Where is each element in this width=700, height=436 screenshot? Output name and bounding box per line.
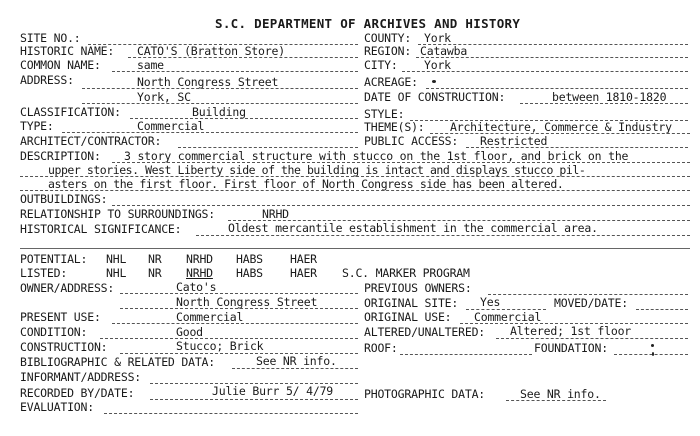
- photographic-value: See NR info.: [520, 387, 601, 401]
- altered-value: Altered; 1st floor: [510, 324, 632, 338]
- outbuildings-line: [112, 205, 690, 206]
- roof-label: ROOF:: [364, 341, 398, 355]
- historic-name-label: HISTORIC NAME:: [20, 44, 115, 58]
- owner-line-2: North Congress Street: [176, 295, 318, 309]
- themes-label: THEME(S):: [364, 120, 425, 134]
- roof-line: [400, 354, 532, 355]
- potential-habs: HABS: [236, 252, 263, 266]
- classification-label: CLASSIFICATION:: [20, 105, 121, 119]
- marker-program-heading: S.C. MARKER PROGRAM: [342, 266, 470, 280]
- common-name-label: COMMON NAME:: [20, 58, 101, 72]
- owner-rule-1: [120, 293, 358, 294]
- style-label: STYLE:: [364, 107, 405, 121]
- access-line: [466, 147, 688, 148]
- original-site-value: Yes: [480, 295, 501, 309]
- original-use-label: ORIGINAL USE:: [364, 310, 452, 324]
- scan-speck: [652, 352, 654, 356]
- photographic-line: [506, 400, 606, 401]
- date-label: DATE OF CONSTRUCTION:: [364, 90, 506, 104]
- type-value: Commercial: [137, 119, 205, 133]
- city-label: CITY:: [364, 58, 398, 72]
- listed-label: LISTED:: [20, 266, 68, 280]
- common-name-line: [112, 71, 358, 72]
- section-divider: [20, 248, 690, 249]
- type-line: [62, 132, 358, 133]
- evaluation-line: [104, 413, 358, 414]
- moved-label: MOVED/DATE:: [554, 296, 628, 310]
- moved-line: [636, 309, 688, 310]
- address-line-1: North Congress Street: [137, 75, 279, 89]
- region-line: [416, 57, 688, 58]
- owner-rule-2: [120, 308, 358, 309]
- form-title: S.C. DEPARTMENT OF ARCHIVES AND HISTORY: [215, 16, 521, 31]
- informant-label: INFORMANT/ADDRESS:: [20, 370, 142, 384]
- description-line-2: upper stories. West Liberty side of the building is intact and displays stucco pil-: [48, 163, 586, 177]
- access-label: PUBLIC ACCESS:: [364, 134, 459, 148]
- foundation-line: [614, 354, 688, 355]
- potential-label: POTENTIAL:: [20, 252, 88, 266]
- description-rule-3: [20, 190, 690, 191]
- themes-line: [430, 133, 690, 134]
- county-label: COUNTY:: [364, 31, 412, 45]
- description-line-1: 3 story commercial structure with stucco on the 1st floor, and brick on the: [124, 149, 629, 163]
- listed-haer: HAER: [290, 266, 317, 280]
- address-label: ADDRESS:: [20, 73, 74, 87]
- access-value: Restricted: [480, 134, 548, 148]
- construction-label: CONSTRUCTION:: [20, 340, 108, 354]
- altered-line: [496, 338, 688, 339]
- previous-owners-label: PREVIOUS OWNERS:: [364, 281, 472, 295]
- city-value: York: [424, 58, 451, 72]
- recorded-line: [150, 399, 358, 400]
- type-label: TYPE:: [20, 119, 54, 133]
- date-value: between 1810-1820: [552, 90, 667, 104]
- owner-line-1: Cato's: [176, 280, 217, 294]
- owner-label: OWNER/ADDRESS:: [20, 281, 115, 295]
- bibliographic-value: See NR info.: [256, 354, 337, 368]
- scan-speck: [432, 80, 436, 83]
- significance-value: Oldest mercantile establishment in the commercial area.: [228, 221, 598, 235]
- previous-owners-line: [488, 294, 688, 295]
- themes-value: Architecture, Commerce & Industry: [450, 120, 672, 134]
- listed-nhl: NHL: [106, 266, 127, 280]
- outbuildings-label: OUTBUILDINGS:: [20, 192, 108, 206]
- county-value: York: [424, 31, 451, 45]
- significance-line: [196, 235, 690, 236]
- address-line-2: York, SC: [137, 90, 191, 104]
- potential-nr: NR: [148, 252, 162, 266]
- common-name-value: same: [137, 58, 164, 72]
- recorded-value: Julie Burr 5/ 4/79: [212, 384, 334, 398]
- altered-label: ALTERED/UNALTERED:: [364, 325, 486, 339]
- region-label: REGION:: [364, 44, 412, 58]
- relationship-label: RELATIONSHIP TO SURROUNDINGS:: [20, 207, 215, 221]
- present-use-label: PRESENT USE:: [20, 310, 101, 324]
- evaluation-label: EVALUATION:: [20, 400, 94, 414]
- architect-label: ARCHITECT/CONTRACTOR:: [20, 134, 162, 148]
- scan-speck: [651, 344, 654, 347]
- bibliographic-label: BIBLIOGRAPHIC & RELATED DATA:: [20, 355, 215, 369]
- condition-value: Good: [176, 325, 203, 339]
- listed-nr: NR: [148, 266, 162, 280]
- present-use-value: Commercial: [176, 310, 244, 324]
- description-label: DESCRIPTION:: [20, 149, 101, 163]
- photographic-label: PHOTOGRAPHIC DATA:: [364, 387, 486, 401]
- acreage-line: [426, 88, 688, 89]
- city-line: [402, 71, 688, 72]
- listed-nrhd: NRHD: [186, 266, 213, 280]
- address-rule-2: [82, 103, 358, 104]
- construction-value: Stucco; Brick: [176, 339, 264, 353]
- acreage-label: ACREAGE:: [364, 75, 418, 89]
- date-line: [520, 103, 688, 104]
- foundation-label: FOUNDATION:: [534, 341, 608, 355]
- architect-line: [178, 147, 358, 148]
- potential-haer: HAER: [290, 252, 317, 266]
- condition-label: CONDITION:: [20, 325, 88, 339]
- region-value: Catawba: [420, 44, 468, 58]
- classification-value: Building: [192, 105, 246, 119]
- bibliographic-line: [232, 368, 358, 369]
- relationship-value: NRHD: [262, 207, 289, 221]
- listed-habs: HABS: [236, 266, 263, 280]
- present-use-line: [112, 323, 358, 324]
- site-no-label: SITE NO.:: [20, 31, 81, 45]
- original-site-label: ORIGINAL SITE:: [364, 296, 459, 310]
- potential-nhl: NHL: [106, 252, 127, 266]
- potential-nrhd: NRHD: [186, 252, 213, 266]
- recorded-label: RECORDED BY/DATE:: [20, 386, 135, 400]
- original-use-value: Commercial: [474, 310, 542, 324]
- address-rule-1: [82, 88, 358, 89]
- historic-name-value: CATO'S (Bratton Store): [137, 44, 285, 58]
- significance-label: HISTORICAL SIGNIFICANCE:: [20, 222, 182, 236]
- description-line-3: asters on the first floor. First floor of North Congress side has been altered.: [48, 177, 564, 191]
